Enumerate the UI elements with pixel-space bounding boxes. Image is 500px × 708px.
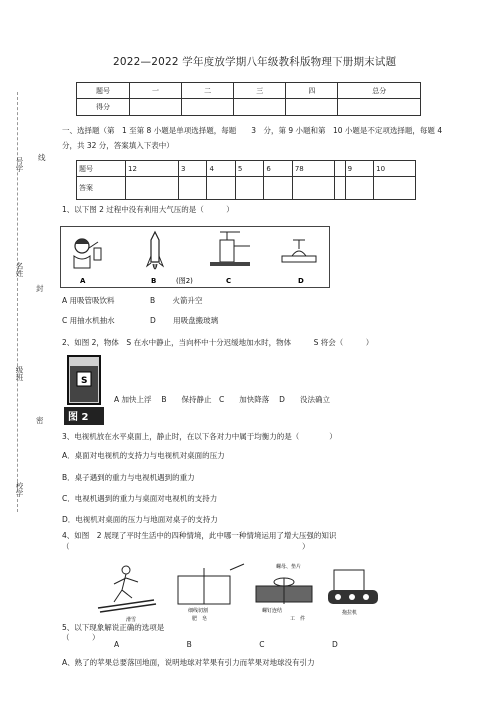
score-table-cell: 得分 [77,99,130,116]
binding-label-secret: 密 [36,416,44,425]
answer-table-cell: 9 [345,161,373,177]
score-cell-empty[interactable] [182,99,234,116]
score-table-cell: 二 [182,83,234,99]
binding-label-seal: 封 [36,284,44,293]
q4-caption-nut: 螺母、垫片 [276,564,302,570]
q1-option-b: B 火箭升空 [150,296,203,305]
score-cell-empty[interactable] [338,99,421,116]
answer-table-cell: 3 [179,161,207,177]
q3-stem: 3、电视机放在水平桌面上，静止时，在以下各对力中属于均衡力的是（ ） [62,432,337,441]
q1-fig-letter-d: D [298,277,304,285]
q1-stem: 1、以下图 2 过程中没有利用大气压的是（ ） [62,205,234,214]
q3-option-b: B．桌子遇到的重力与电视机遇到的重力 [62,473,195,482]
q4-paren: （ ） [62,542,310,551]
q5-option-a: A、熟了的苹果总要落回地面，说明地球对苹果有引力而苹果对地球没有引力 [62,658,315,667]
q1-fig-letter-b: B [151,277,157,285]
score-table-cell: 一 [130,83,182,99]
answer-cell-empty[interactable] [264,177,292,200]
answer-table-cell: 6 [264,161,292,177]
answer-cell-empty[interactable] [126,177,179,200]
q3-option-d: D．电视机对桌面的压力与地面对桌子的支持力 [62,515,218,524]
q2-stem: 2、如图 2，物体 S 在水中静止，当向杯中十分迟缓地加水时，物体 S 将会（ ） [62,338,374,347]
score-cell-empty[interactable] [234,99,286,116]
answer-table-cell: 12 [126,161,179,177]
answer-cell-empty[interactable] [334,177,345,200]
q5-stem: 5、以下现象解说正确的选项是 [62,623,165,632]
q2-fig-s: S [81,376,88,386]
q4-caption-ski: 滑雪 [126,617,137,623]
q1-option-c: C 用抽水机抽水 [62,316,115,325]
answer-cell-empty[interactable] [207,177,235,200]
binding-label-name: 名姓 [15,262,24,277]
q4-figure [96,560,396,626]
q1-option-d: D 用吸盘搬玻璃 [150,316,219,325]
answer-table-cell: 78 [292,161,334,177]
answer-table-cell: 5 [235,161,263,177]
answer-table-cell: 答案 [77,177,126,200]
score-table-row [77,83,421,99]
score-cell-empty[interactable] [130,99,182,116]
binding-line [17,92,18,512]
binding-label-school: 校学 [15,482,24,497]
q2-options: A 加快上浮 B 保持静止 C 加快降落 D 没法确立 [114,395,330,404]
section1-line1: 一、选择题（第 1 至第 8 小题是单项选择题，每题 3 分，第 9 小题和第 10 小题是不定项选择题，每题 4 [62,126,443,135]
binding-label-class: 级班 [15,366,24,381]
answer-table-cell: 10 [374,161,416,177]
answer-cell-empty[interactable] [345,177,373,200]
q1-fig-letter-c: C [226,277,232,285]
q5-letters: A B C D [114,640,338,649]
q5-paren: （ ） [62,633,100,642]
score-table-cell: 总分 [338,83,421,99]
q1-option-a: A 用吸管吸饮料 [62,296,115,305]
score-table-row [77,99,421,116]
q2-figure [62,352,106,426]
answer-cell-empty[interactable] [235,177,263,200]
q1-fig-letter-a: A [80,277,86,285]
q2-fig-label: 图 2 [68,412,89,423]
q3-option-a: A．桌面对电视机的支持力与电视机对桌面的压力 [62,451,225,460]
score-table [76,82,421,116]
answer-cell-empty[interactable] [179,177,207,200]
q4-stem: 4、如图 2 展现了平时生活中的四种情境，此中哪一种情境运用了增大压强的知识 [62,531,337,540]
answer-table-cell: 4 [207,161,235,177]
q3-option-c: C．电视机遇到的重力与桌面对电视机的支持力 [62,494,218,503]
q4-caption-tractor: 拖拉机 [342,610,358,616]
q4-caption-soap-1: 细线切割 [188,608,209,614]
answer-table-row [77,161,416,177]
answer-cell-empty[interactable] [374,177,416,200]
binding-label-line: 线 [38,153,46,162]
score-table-cell: 四 [286,83,338,99]
answer-table-cell [334,161,345,177]
score-table-cell: 题号 [77,83,130,99]
score-table-cell: 三 [234,83,286,99]
section1-line2: 分，共 32 分，答案填入下表中） [62,141,174,150]
q1-fig-label: (图2) [176,277,193,285]
q4-caption-work: 工 件 [290,616,306,622]
page-title: 2022—2022 学年度放学期八年级教科版物理下册期末试题 [113,56,397,68]
q1-figure [60,226,330,288]
answer-cell-empty[interactable] [292,177,334,200]
answer-table-row [77,177,416,200]
answer-table [76,160,416,200]
binding-label-id: 号学 [15,157,24,172]
score-cell-empty[interactable] [286,99,338,116]
q4-caption-bolt: 螺钉连结 [262,608,283,614]
answer-table-cell: 题号 [77,161,126,177]
q4-caption-soap-2: 肥 皂 [192,616,208,622]
